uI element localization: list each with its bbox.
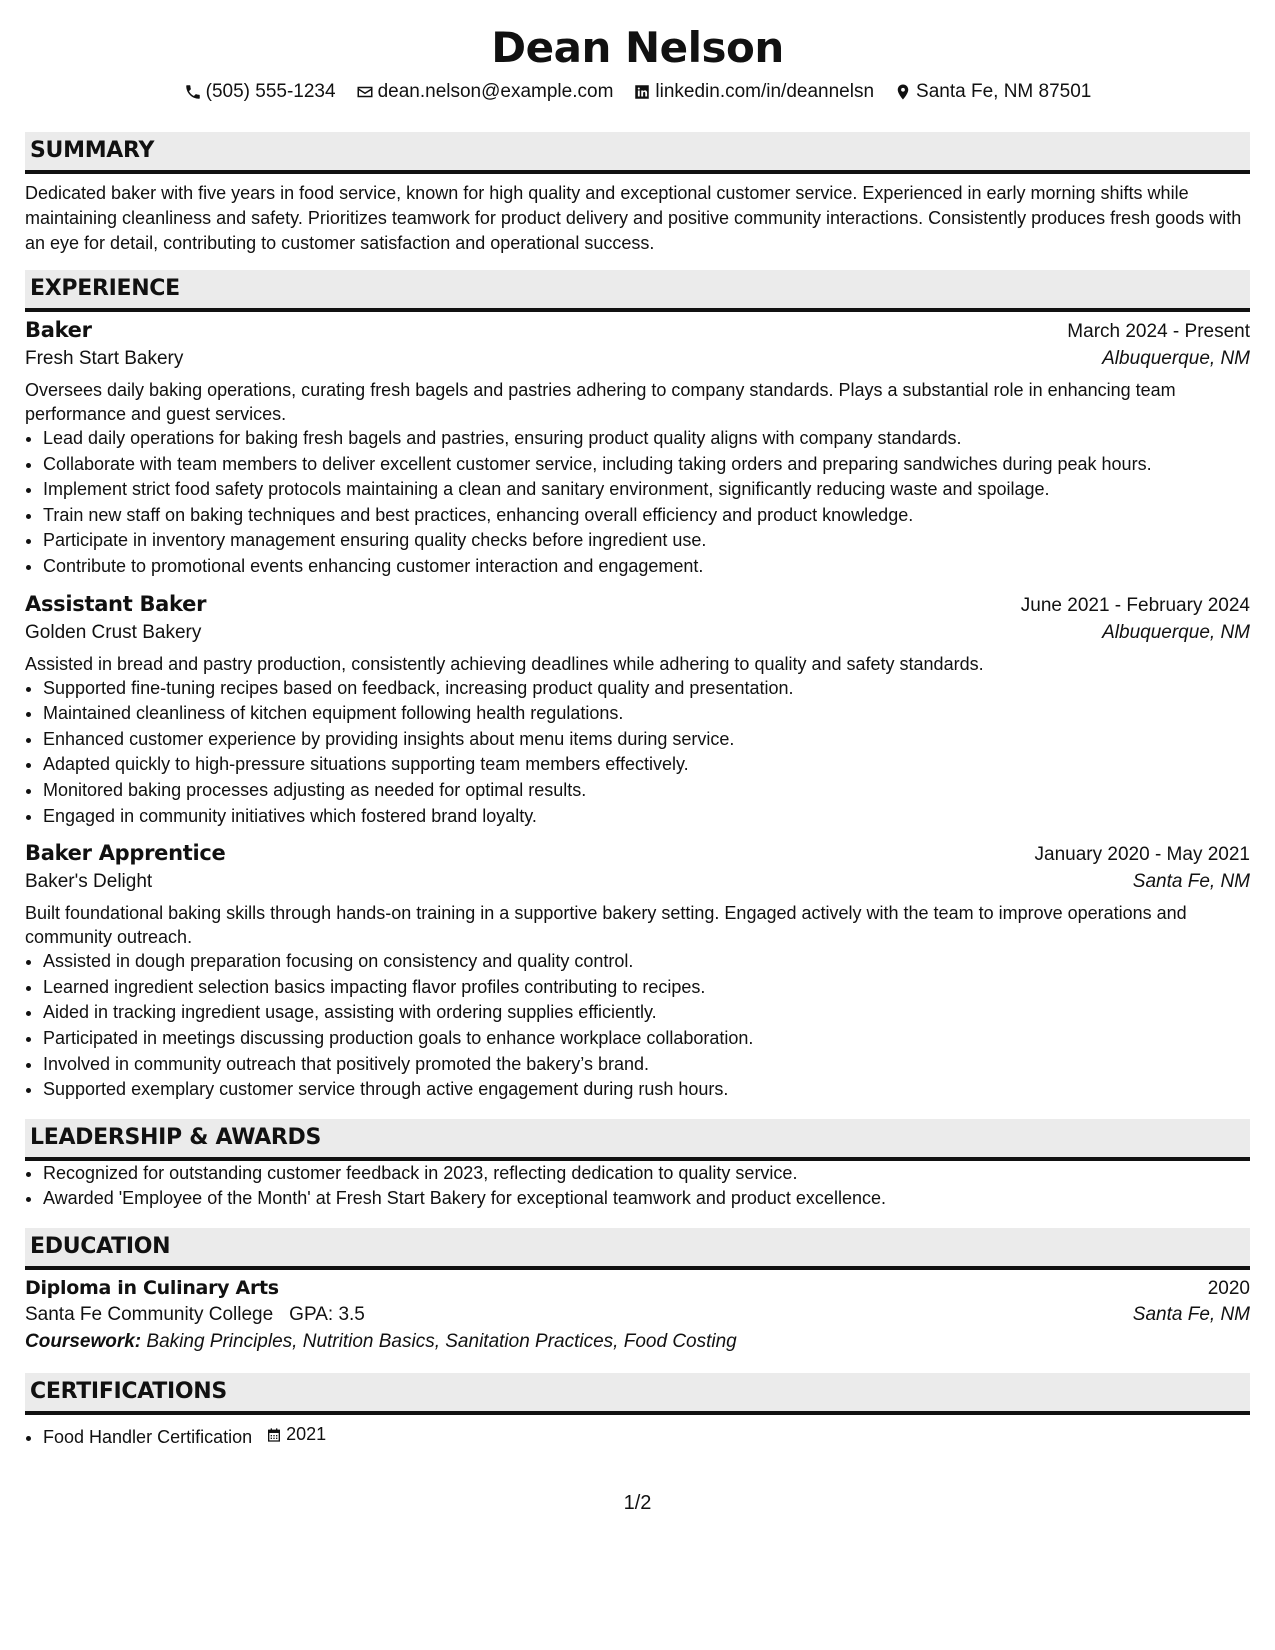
contact-linkedin[interactable] (633, 78, 874, 106)
calendar-icon (266, 1427, 282, 1443)
job-company: Golden Crust Bakery (25, 621, 202, 643)
job-title: Baker Apprentice (25, 841, 226, 866)
list-item: • Adapted quickly to high-pressure situations supporting team members effectively. (43, 752, 1250, 778)
coursework-label: Coursework: (25, 1330, 142, 1352)
job-entry (25, 592, 1250, 830)
job-company: Fresh Start Bakery (25, 348, 184, 369)
certifications-section (25, 1373, 1250, 1450)
certifications-list (25, 1422, 1250, 1450)
list-item: • Collaborate with team members to deliver excellent customer service, including taking orders and preparing sandwiches during peak hours. (43, 452, 1250, 478)
list-item: • Enhanced customer experience by providing insights about menu items during service. (43, 727, 1250, 753)
list-item: • Assisted in dough preparation focusing on consistency and quality control. (43, 949, 1250, 975)
email-link[interactable]: dean.nelson@example.com (377, 81, 614, 102)
job-header (25, 318, 1250, 343)
education-heading: EDUCATION (25, 1228, 1250, 1270)
resume-name: Dean Nelson (491, 23, 784, 72)
contact-email[interactable] (356, 78, 614, 106)
job-bullets (25, 676, 1250, 830)
list-item: • Learned ingredient selection basics impacting flavor profiles contributing to recipes. (43, 975, 1250, 1001)
job-entry (25, 841, 1250, 1103)
list-item: • Recognized for outstanding customer feedback in 2023, reflecting dedication to quality service. (43, 1161, 1250, 1187)
certification-year: 2021 (286, 1423, 327, 1444)
job-description: Oversees daily baking operations, curating fresh bagels and pastries adhering to company standards. Plays a substantial role in enhancing team performance and guest services. (25, 380, 1176, 424)
list-item: • Participated in meetings discussing production goals to enhance workplace collaboration. (43, 1026, 1250, 1052)
job-header (25, 841, 1250, 866)
awards-section (25, 1119, 1250, 1212)
list-item: • Supported fine-tuning recipes based on feedback, increasing product quality and presentation. (43, 676, 1250, 702)
job-company-row (25, 617, 1250, 644)
page-number: 1/2 (623, 1492, 652, 1514)
contact-phone (184, 78, 336, 106)
list-item: • Maintained cleanliness of kitchen equipment following health regulations. (43, 701, 1250, 727)
education-school: Santa Fe Community College (25, 1303, 274, 1325)
job-dates: June 2021 - February 2024 (1020, 594, 1250, 616)
list-item: • Contribute to promotional events enhancing customer interaction and engagement. (43, 554, 1250, 580)
job-bullets (25, 949, 1250, 1103)
job-company: Baker's Delight (25, 871, 153, 893)
linkedin-icon (633, 83, 651, 101)
list-item: • Aided in tracking ingredient usage, assisting with ordering supplies efficiently. (43, 1000, 1250, 1026)
job-location: Albuquerque, NM (1102, 621, 1250, 643)
education-year: 2020 (1207, 1277, 1250, 1299)
job-description: Assisted in bread and pastry production, consistently achieving deadlines while adhering to quality and safety standards. (25, 653, 984, 674)
job-location: Albuquerque, NM (1102, 348, 1250, 369)
list-item: • Involved in community outreach that positively promoted the bakery’s brand. (43, 1052, 1250, 1078)
job-title: Assistant Baker (25, 591, 207, 616)
education-coursework (25, 1331, 1250, 1353)
job-location: Santa Fe, NM (1132, 871, 1250, 893)
list-item: • Awarded 'Employee of the Month' at Fresh Start Bakery for exceptional teamwork and product excellence. (43, 1186, 1250, 1212)
list-item: • Monitored baking processes adjusting as needed for optimal results. (43, 778, 1250, 804)
resume-page (25, 0, 1250, 1450)
job-bullets (25, 426, 1250, 580)
job-company-row (25, 343, 1250, 370)
job-entry (25, 318, 1250, 580)
summary-heading: SUMMARY (25, 132, 1250, 174)
summary-section (25, 132, 1250, 256)
education-school-row (25, 1304, 1250, 1326)
awards-list (25, 1161, 1250, 1212)
envelope-icon (356, 83, 374, 101)
certifications-heading: CERTIFICATIONS (25, 1373, 1250, 1415)
job-header (25, 592, 1250, 617)
job-dates: March 2024 - Present (1067, 321, 1250, 342)
education-section (25, 1228, 1250, 1353)
list-item: • Engaged in community initiatives which fostered brand loyalty. (43, 804, 1250, 830)
list-item: • Train new staff on baking techniques and best practices, enhancing overall efficiency and product knowledge. (43, 503, 1250, 529)
certification-name: Food Handler Certification (43, 1426, 253, 1447)
list-item: • Lead daily operations for baking fresh bagels and pastries, ensuring product quality aligns with company standards. (43, 426, 1250, 452)
certification-date (266, 1422, 326, 1448)
job-description: Built foundational baking skills through hands-on training in a supportive bakery setting. Engaged actively with the team to improve operations and community outreach. (25, 903, 1187, 948)
education-gpa: GPA: 3.5 (289, 1303, 365, 1325)
education-school-group (25, 1304, 365, 1326)
list-item: • Supported exemplary customer service through active engagement during rush hours. (43, 1077, 1250, 1103)
job-company-row (25, 866, 1250, 893)
location-text: Santa Fe, NM 87501 (916, 81, 1092, 102)
education-degree: Diploma in Culinary Arts (25, 1276, 279, 1299)
job-dates: January 2020 - May 2021 (1034, 844, 1250, 866)
list-item: • Implement strict food safety protocols maintaining a clean and sanitary environment, significantly reducing waste and spoilage. (43, 477, 1250, 503)
experience-heading: EXPERIENCE (25, 270, 1250, 312)
summary-text: Dedicated baker with five years in food service, known for high quality and exceptional customer service. Experienced in early morning shifts while maintaining cleanliness and safety. Prioritizes teamwork for product delivery and positive community interactions. Consistently produces fresh goods with an eye for detail, contributing to customer satisfaction and operational success. (25, 183, 1242, 253)
education-header (25, 1277, 1250, 1300)
phone-text: (505) 555-1234 (205, 81, 336, 102)
education-location: Santa Fe, NM (1132, 1303, 1250, 1325)
list-item: • Participate in inventory management ensuring quality checks before ingredient use. (43, 528, 1250, 554)
experience-section (25, 270, 1250, 1103)
phone-icon (184, 83, 202, 101)
map-marker-icon (894, 83, 912, 101)
coursework-list: Baking Principles, Nutrition Basics, Sanitation Practices, Food Costing (146, 1330, 737, 1352)
contact-location (894, 78, 1091, 106)
job-title: Baker (25, 318, 92, 342)
linkedin-link[interactable]: linkedin.com/in/deannelsn (655, 81, 875, 102)
contact-bar (25, 78, 1250, 106)
list-item (43, 1422, 1250, 1450)
awards-heading: LEADERSHIP & AWARDS (25, 1119, 1250, 1161)
